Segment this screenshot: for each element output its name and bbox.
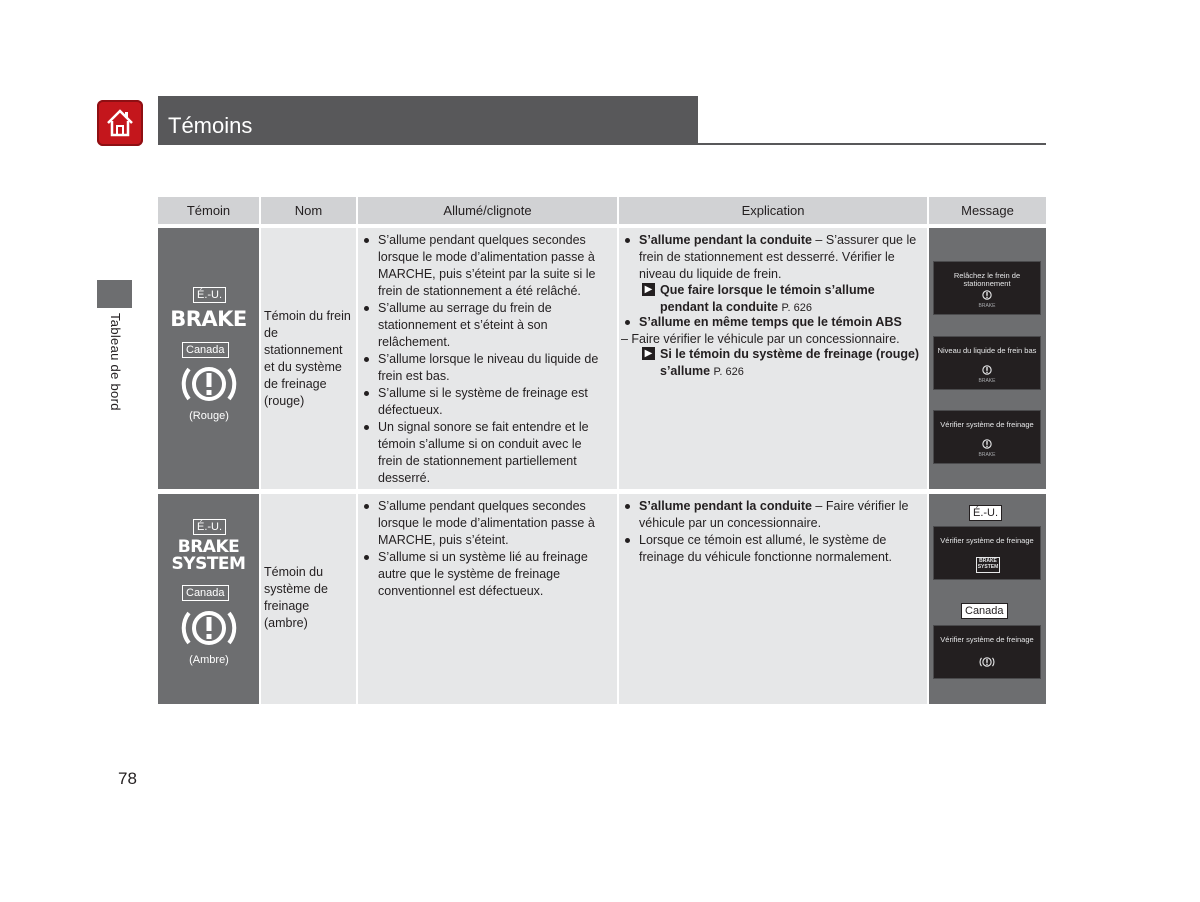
cross-reference-link[interactable] — [621, 282, 920, 317]
conditions-list — [360, 498, 608, 600]
message-text: Niveau du liquide de frein bas — [937, 346, 1037, 355]
cross-reference-link[interactable] — [621, 346, 920, 381]
list-item: S’allume si le système de freinage est défectueux. — [360, 385, 608, 419]
message-text: Vérifier système de freinage — [940, 635, 1034, 644]
indicator-color-label: (Ambre) — [189, 654, 229, 666]
message-display — [933, 261, 1041, 315]
title-divider — [158, 143, 1046, 145]
region-tag-canada: Canada — [182, 342, 229, 358]
brake-system-label-line1: BRAKE — [177, 537, 240, 557]
message-display — [933, 625, 1041, 679]
region-tag-canada: Canada — [961, 603, 1008, 619]
explanation-list — [621, 314, 923, 331]
list-item: S’allume lorsque le niveau du liquide de frein est bas. — [360, 351, 608, 385]
explanation-heading: S’allume en même temps que le témoin ABS — [639, 315, 902, 329]
conditions-cell — [358, 494, 617, 704]
page-title: Témoins — [168, 113, 253, 138]
brake-system-label-line2: SYSTEM — [171, 554, 246, 574]
conditions-cell — [358, 228, 617, 489]
explanation-cell — [619, 228, 927, 489]
indicator-color-label: (Rouge) — [189, 410, 229, 422]
brake-warning-icon — [180, 607, 238, 649]
brake-warning-icon — [979, 364, 995, 376]
indicator-name: Témoin du système de freinage (ambre) — [264, 565, 328, 630]
message-display — [933, 410, 1041, 464]
region-tag-us: É.-U. — [969, 505, 1002, 521]
region-tag-canada: Canada — [182, 585, 229, 601]
message-caption: BRAKE — [978, 303, 996, 309]
section-tab[interactable] — [97, 280, 132, 308]
list-item: S’allume si un système lié au freinage autre que le système de freinage conventionnel est défectueux. — [360, 549, 608, 600]
home-button[interactable] — [97, 100, 143, 146]
column-header-indicator: Témoin — [158, 197, 259, 224]
reference-page: P. 626 — [713, 366, 744, 378]
title-bar — [158, 96, 698, 144]
list-item — [621, 498, 911, 532]
region-tag-us: É.-U. — [193, 287, 226, 303]
reference-page: P. 626 — [781, 302, 812, 314]
explanation-text: – Faire vérifier le véhicule par un concessionnaire. — [621, 332, 900, 346]
list-item — [621, 314, 923, 331]
reference-text: Si le témoin du système de freinage (rouge) s’allume — [660, 347, 920, 378]
message-text: Vérifier système de freinage — [940, 420, 1034, 429]
indicator-cell — [158, 494, 259, 704]
explanation-heading: S’allume pendant la conduite — [639, 233, 812, 247]
column-header-message: Message — [929, 197, 1046, 224]
home-icon — [102, 105, 138, 141]
brake-warning-icon — [979, 656, 995, 668]
name-cell — [261, 228, 356, 489]
message-text: Vérifier système de freinage — [940, 536, 1034, 545]
explanation-list — [621, 498, 911, 566]
explanation-list — [621, 232, 923, 283]
indicator-cell — [158, 228, 259, 489]
list-item: S’allume pendant quelques secondes lorsque le mode d’alimentation passe à MARCHE, puis s’éteint. — [360, 498, 608, 549]
column-header-conditions: Allumé/clignote — [358, 197, 617, 224]
explanation-heading: S’allume pendant la conduite — [639, 499, 812, 513]
reference-text: Que faire lorsque le témoin s’allume pendant la conduite — [660, 283, 875, 314]
brake-warning-icon — [979, 289, 995, 301]
reference-arrow-icon: ▶ — [642, 283, 655, 296]
page-number: 78 — [118, 769, 137, 788]
brake-indicator-label: BRAKE — [170, 307, 247, 331]
list-item: S’allume au serrage du frein de stationnement et s’éteint à son relâchement. — [360, 300, 608, 351]
message-display — [933, 526, 1041, 580]
explanation-cell — [619, 494, 927, 704]
badge-line: SYSTEM — [977, 564, 999, 570]
brake-warning-icon — [979, 438, 995, 450]
list-item: Un signal sonore se fait entendre et le témoin s’allume si on conduit avec le frein de stationnement partiellement desserré. — [360, 419, 608, 487]
region-tag-us: É.-U. — [193, 519, 226, 535]
message-caption: BRAKE — [978, 378, 996, 384]
conditions-list — [360, 232, 608, 487]
reference-arrow-icon: ▶ — [642, 347, 655, 360]
list-item — [621, 232, 923, 283]
message-cell — [929, 494, 1046, 704]
explanation-text: – Faire vérifier le véhicule par un concessionnaire. — [639, 499, 909, 530]
badge-line: BRAKE — [979, 558, 997, 564]
section-label: Tableau de bord — [108, 313, 123, 411]
message-cell — [929, 228, 1046, 489]
message-text: Relâchez le frein de stationnement — [953, 271, 1021, 288]
list-item: Lorsque ce témoin est allumé, le système de freinage du véhicule fonctionne normalement. — [621, 532, 911, 566]
column-header-name: Nom — [261, 197, 356, 224]
column-header-explanation: Explication — [619, 197, 927, 224]
brake-system-badge — [976, 557, 1000, 573]
brake-warning-icon — [180, 363, 238, 405]
explanation-text: – S’assurer que le frein de stationnement est desserré. Vérifier le niveau du liquide de frein. — [639, 233, 917, 281]
list-item: S’allume pendant quelques secondes lorsque le mode d’alimentation passe à MARCHE, puis s’éteint par la suite si le frein de stationnement a été relâché. — [360, 232, 608, 300]
message-display — [933, 336, 1041, 390]
indicator-name: Témoin du frein de stationnement et du système de freinage (rouge) — [264, 309, 351, 408]
name-cell — [261, 494, 356, 704]
message-caption: BRAKE — [978, 452, 996, 458]
